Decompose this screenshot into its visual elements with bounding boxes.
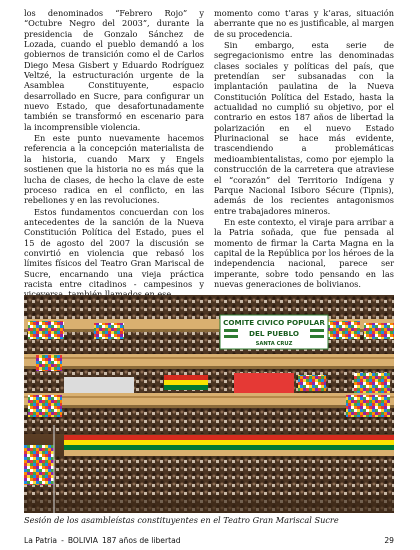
paragraph bbox=[24, 8, 204, 132]
paragraph bbox=[24, 207, 204, 300]
paragraph-text: En este contexto, el viraje para arribar a la Patria soñada, que fue pensada al momento de firmar la Carta Magna en la capital de la República por los héroes de la independencia nacional, parece ser imperante, sobre todo pensando en las nuevas generaciones de bolivianos. bbox=[214, 216, 394, 289]
paragraph-text: Estos fundamentos concuerdan con los antecedentes de la sanción de la Nueva Constitución Política del Estado, pues el 15 de agosto del 2007 la discusión se convirtió en violencia que rebasó los límites físicos del Teatro Gran Mariscal de Sucre, encarnando una vieja práctica racista entre citadinos - campesinos y bbox=[24, 206, 204, 289]
civic-committee-banner bbox=[220, 315, 328, 349]
paragraph bbox=[24, 133, 204, 205]
footer-publication-name: La Patria bbox=[24, 535, 58, 545]
banner-line-2: DEL PUEBLO bbox=[249, 329, 299, 338]
page-number: 29 bbox=[384, 535, 394, 545]
left-column bbox=[24, 8, 204, 290]
footer-publication bbox=[24, 536, 185, 545]
footer-country: BOLIVIA bbox=[67, 535, 98, 545]
footer-tagline: 187 años de libertad bbox=[101, 535, 181, 545]
paragraph bbox=[214, 8, 394, 39]
paragraph bbox=[214, 40, 394, 216]
paragraph-text: Sin embargo, esta serie de segregacionismo entre las denominadas clases sociales y políticas del país, que pretendían ser subsanadas con la implantación paulatina de la Nueva Constitución Política del Estado, hasta la actualidad no cumplió su objetivo, por el contrario en estos 187 años de libertad la polarización en el nuevo Estado Plurinacional se hace más evidente, trascendiendo a problemáticas medioambientalistas, como por ejemplo la construcción de la carretera que atraviese el “corazón” del Territorio Indígena y Parque Nacional Isiboro Sécure (Tipnis), además de los recientes antagonismos entre trabajadores mineros. bbox=[214, 40, 394, 216]
assembly-photo-illustration bbox=[24, 295, 394, 513]
banner-line-3: SANTA CRUZ bbox=[255, 341, 293, 347]
paragraph-text: los denominados “Febrero Rojo” y “Octubre Negro del 2003”, durante la presidencia de Gonzalo Sánchez de Lozada, cuando el pueblo demandó a los gobiernos de transición como el de Carlos Diego Mesa Gisbert y Eduardo Rodríguez Veltzé, la estructuración urgente de la Asamblea Constituyente, espacio desarrollado en Sucre, para configurar un nuevo Estado, que desafortunadamente también se transformó en escenario para la incomprensible violencia. bbox=[24, 8, 204, 132]
paragraph bbox=[214, 217, 394, 289]
paragraph-text: En este punto nuevamente hacemos referencia a la concepción materialista de la historia, cuando Marx y Engels sostienen que la historia no es más que la lucha de clases, de hecho la clave de este proceso radica en el conflicto, en las rebeliones y en las revoluciones. bbox=[24, 133, 204, 206]
page-footer bbox=[24, 533, 394, 547]
footer-separator: - bbox=[61, 535, 64, 545]
banner-line-1: COMITE CIVICO POPULAR bbox=[223, 318, 325, 327]
article-columns bbox=[24, 8, 394, 290]
right-column bbox=[214, 8, 394, 290]
paragraph-text: momento como t’aras y k’aras, situación aberrante que no es justificable, al margen de su procedencia. bbox=[214, 8, 394, 39]
photo-caption: Sesión de los asambleístas constituyentes en el Teatro Gran Mariscal Sucre bbox=[24, 515, 339, 525]
assembly-photo bbox=[24, 295, 394, 513]
